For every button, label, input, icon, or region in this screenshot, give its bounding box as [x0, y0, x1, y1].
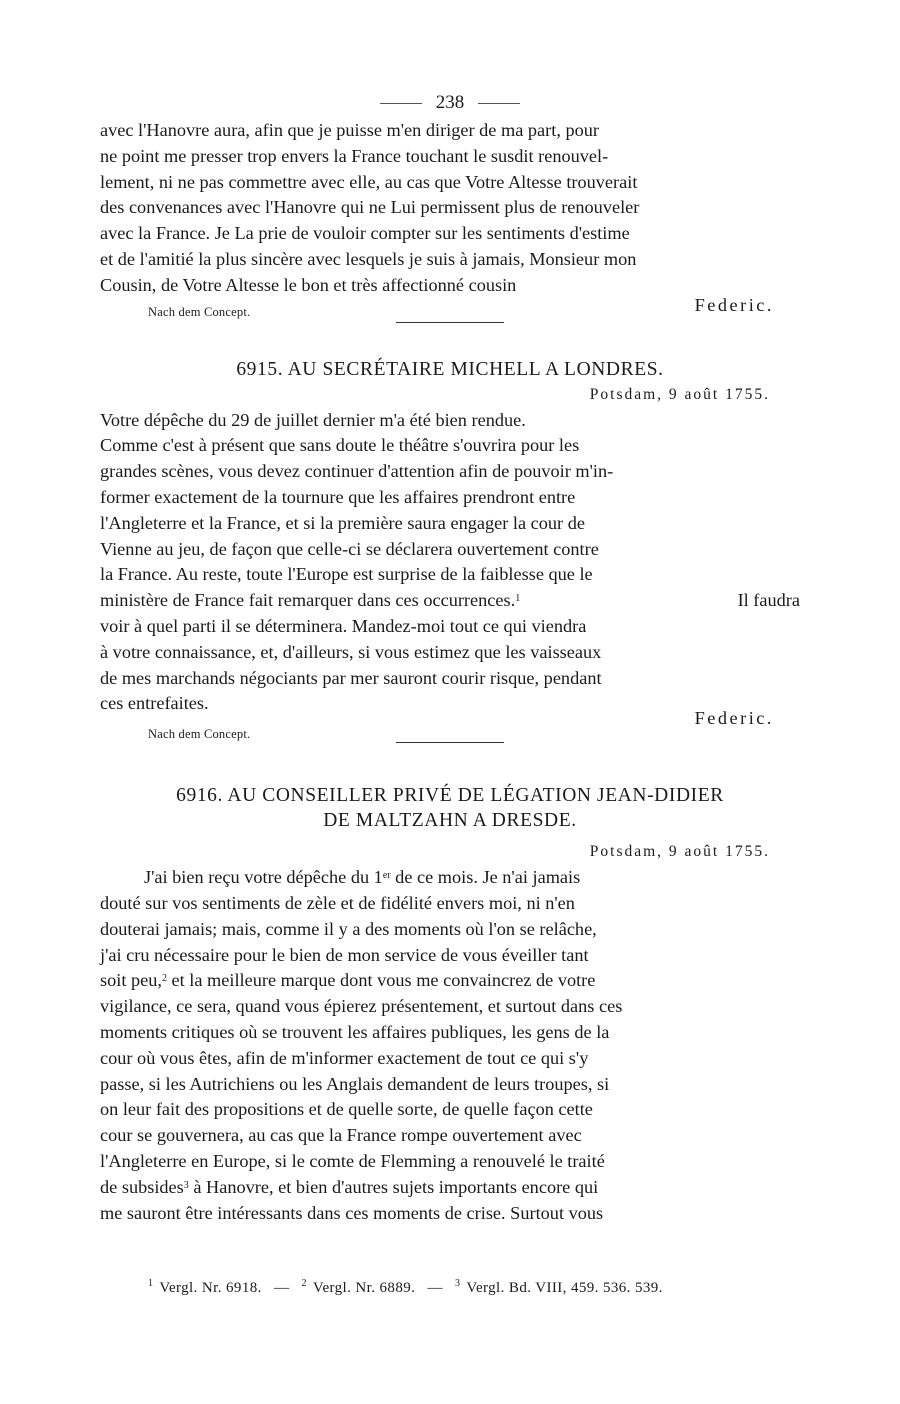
text-line: former exactement de la tournure que les affaires prendront entre [100, 486, 576, 507]
text-line: douté sur vos sentiments de zèle et de fidélité envers moi, ni n'en [100, 892, 575, 913]
text-line: grandes scènes, vous devez continuer d'attention afin de pouvoir m'in- [100, 461, 614, 482]
footnote-ref-2: 2 [161, 973, 167, 985]
text-line: j'ai cru nécessaire pour le bien de mon service de vous éveiller tant [100, 944, 589, 965]
text-line: passe, si les Autrichiens ou les Anglais demandent de leurs troupes, si [100, 1073, 610, 1094]
text-line: vigilance, ce sera, quand vous épierez présentement, et surtout dans ces [100, 996, 623, 1017]
text-line: à votre connaissance, et, d'ailleurs, si vous estimez que les vaisseaux [100, 641, 602, 662]
text-line: voir à quel parti il se déterminera. Mandez-moi tout ce qui viendra [100, 615, 587, 636]
text-line: des convenances avec l'Hanovre qui ne Lui permissent plus de renouveler [100, 197, 640, 218]
footnote-ref-3: 3 [183, 1179, 189, 1191]
text-line [100, 968, 800, 994]
text-line-part: et la meilleure marque dont vous me convaincrez de votre [166, 970, 596, 991]
letter-heading-6916-line1: 6916. AU CONSEILLER PRIVÉ DE LÉGATION JEAN-DIDIER [176, 785, 724, 807]
text-line: douterai jamais; mais, comme il y a des moments où l'on se relâche, [100, 918, 597, 939]
text-line: la France. Au reste, toute l'Europe est surprise de la faiblesse que le [100, 564, 593, 585]
letter-6916-text [100, 865, 800, 1226]
text-line-part: à Hanovre, et bien d'autres sujets importants encore qui [188, 1176, 599, 1197]
text-line-content [100, 588, 520, 614]
text-line [100, 1175, 800, 1201]
text-line-part: J'ai bien reçu votre dépêche du 1 [144, 867, 383, 888]
source-note: Nach dem Concept. [148, 727, 251, 742]
footnote-separator: — [273, 1280, 290, 1296]
text-line: lement, ni ne pas commettre avec elle, au cas que Votre Altesse trouverait [100, 171, 638, 192]
text-line: avec la France. Je La prie de vouloir compter sur les sentiments d'estime [100, 223, 630, 244]
footnote-ref-1: 1 [515, 593, 521, 605]
text-line: l'Angleterre et la France, et si la première saura engager la cour de [100, 512, 585, 533]
text-line-part: de subsides [100, 1176, 184, 1197]
text-line-part: soit peu, [100, 970, 162, 991]
text-line: cour se gouvernera, au cas que la France rompe ouvertement avec [100, 1125, 582, 1146]
footnotes [148, 1280, 663, 1297]
dateline-6916: Potsdam, 9 août 1755. [589, 843, 770, 861]
text-line: me sauront être intéressants dans ces moments de crise. Surtout vous [100, 1202, 604, 1223]
prev-letter-signature-row [100, 294, 800, 325]
page-number: 238 [435, 92, 465, 113]
footnote-mark: 2 [301, 1278, 307, 1289]
page-number-row [100, 88, 800, 118]
text-line: moments critiques où se trouvent les affaires publiques, les gens de la [100, 1021, 610, 1042]
text-line-part: ministère de France fait remarquer dans ces occurrences. [100, 590, 516, 611]
text-line: ne point me presser trop envers la France touchant le susdit renouvel- [100, 145, 609, 166]
text-line: l'Angleterre en Europe, si le comte de Flemming a renouvelé le traité [100, 1150, 605, 1171]
footnote-mark: 3 [455, 1278, 461, 1289]
text-line-tail: Il faudra [737, 590, 800, 611]
letter-6915-text [100, 408, 800, 718]
page-number-dash-left [380, 103, 422, 104]
source-note: Nach dem Concept. [148, 304, 251, 319]
footnote-text: Vergl. Nr. 6918. [159, 1280, 262, 1296]
signature: Federic. [694, 294, 774, 315]
signature: Federic. [694, 708, 774, 729]
text-line: Comme c'est à présent que sans doute le théâtre s'ouvrira pour les [100, 435, 580, 456]
letter-heading-6916-line2: DE MALTZAHN A DRESDE. [323, 810, 577, 832]
text-line: avec l'Hanovre aura, afin que je puisse m'en diriger de ma part, pour [100, 120, 599, 140]
text-line [100, 408, 800, 434]
text-line: de mes marchands négociants par mer sauront courir risque, pendant [100, 667, 602, 688]
text-line [100, 865, 800, 891]
book-page [100, 88, 800, 1226]
footnote-separator: — [427, 1280, 443, 1296]
page-number-dash-right [478, 103, 520, 104]
text-line-part: de ce mois. Je n'ai jamais [390, 867, 581, 888]
footnote-text: Vergl. Bd. VIII, 459. 536. 539. [466, 1280, 663, 1296]
text-line [100, 588, 800, 614]
text-line: on leur fait des propositions et de quelle sorte, de quelle façon cette [100, 1099, 593, 1120]
footnote-mark: 1 [148, 1278, 154, 1289]
dateline-6915: Potsdam, 9 août 1755. [589, 385, 770, 403]
letter-6915-signature-row [100, 705, 800, 745]
text-line: et de l'amitié la plus sincère avec lesquels je suis à jamais, Monsieur mon [100, 248, 637, 269]
text-line: cour où vous êtes, afin de m'informer exactement de tout ce qui s'y [100, 1047, 589, 1068]
text-line-content: Votre dépêche du 29 de juillet dernier m'a été bien rendue. [100, 409, 526, 430]
prev-letter-text [100, 118, 800, 299]
text-line: ces entrefaites. [100, 693, 209, 714]
footnote-text: Vergl. Nr. 6889. [312, 1280, 416, 1296]
text-line: Vienne au jeu, de façon que celle-ci se déclarera ouvertement contre [100, 538, 599, 559]
letter-heading-6915: 6915. AU SECRÉTAIRE MICHELL A LONDRES. [236, 358, 664, 380]
text-line: Cousin, de Votre Altesse le bon et très affectionné cousin [100, 274, 517, 295]
superscript: er [382, 870, 391, 882]
